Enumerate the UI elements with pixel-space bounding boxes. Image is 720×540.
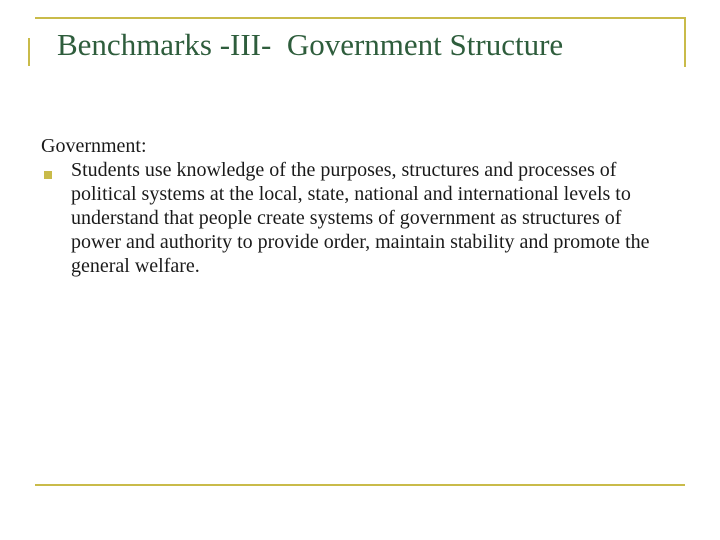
bullet-text: Students use knowledge of the purposes, structures and processes of political systems at the local, state, national and international levels to understand that people create systems of government as structures of power and authority to provide order, maintain stability and promote the general welfare.: [71, 159, 650, 277]
left-border-rule: [28, 38, 30, 66]
slide-title: Benchmarks -III- Government Structure: [57, 27, 564, 62]
section-heading: Government:: [41, 135, 147, 157]
right-border-rule: [684, 17, 686, 67]
top-border-rule: [35, 17, 685, 19]
bottom-border-rule: [35, 484, 685, 486]
square-bullet-icon: [44, 171, 52, 179]
